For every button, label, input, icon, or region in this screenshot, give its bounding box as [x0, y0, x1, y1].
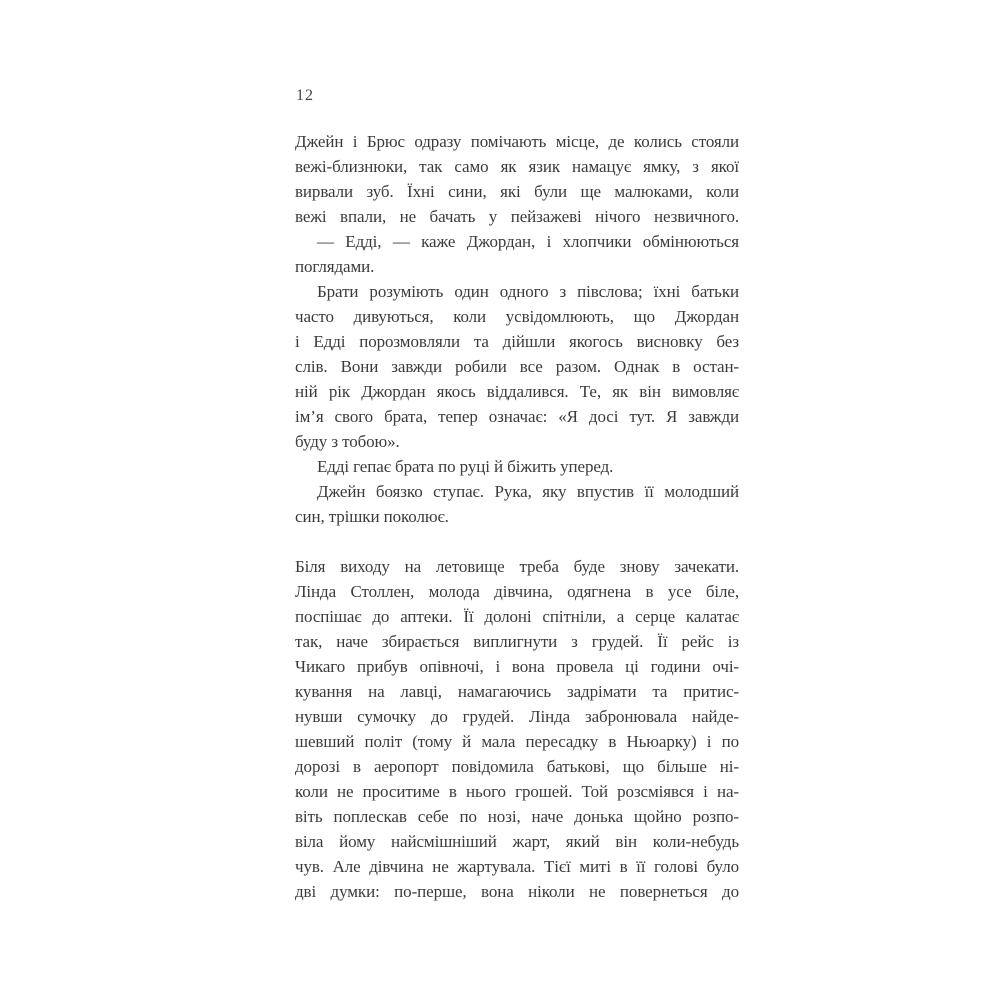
text-line: ній рік Джордан якось віддалився. Те, як він вимовляє	[295, 382, 739, 401]
text-line: Джейн боязко ступає. Рука, яку впустив її молодший	[317, 482, 739, 501]
text-line: Біля виходу на летовище треба буде знову зачекати.	[295, 557, 739, 576]
text-line: ім’я свого брата, тепер означає: «Я досі тут. Я завжди	[295, 407, 739, 426]
text-line: віть поплескав себе по нозі, наче донька щойно розпо-	[295, 807, 739, 826]
text-line: Лінда Столлен, молода дівчина, одягнена в усе біле,	[295, 582, 739, 601]
text-line: коли не проситиме в нього грошей. Той розсміявся і на-	[295, 782, 739, 801]
text-line: — Едді, — каже Джордан, і хлопчики обмінюються	[317, 232, 739, 251]
text-line: Чикаго прибув опівночі, і вона провела ці години очі-	[295, 657, 739, 676]
text-line: поглядами.	[295, 257, 375, 276]
text-line: буду з тобою».	[295, 432, 400, 451]
text-line: так, наче збирається виплигнути з грудей. Її рейс із	[295, 632, 739, 651]
text-line: часто дивуються, коли усвідомлюють, що Джордан	[295, 307, 739, 326]
text-line: Едді гепає брата по руці й біжить уперед.	[317, 457, 614, 476]
page-number: 12	[296, 87, 314, 104]
text-line: син, трішки поколює.	[295, 507, 449, 526]
text-line: і Едді порозмовляли та дійшли якогось висновку без	[295, 332, 739, 351]
text-line: віла йому найсмішніший жарт, який він коли-небудь	[295, 832, 739, 851]
text-line: Джейн і Брюс одразу помічають місце, де колись стояли	[295, 132, 739, 151]
body-text	[295, 129, 739, 904]
text-line: вежі впали, не бачать у пейзажеві нічого незвичного.	[295, 207, 739, 226]
text-line: дві думки: по-перше, вона ніколи не повернеться до	[295, 882, 739, 901]
text-line: Брати розуміють один одного з півслова; їхні батьки	[317, 282, 739, 301]
text-line: поспішає до аптеки. Її долоні спітніли, а серце калатає	[295, 607, 739, 626]
text-line: шевший політ (тому й мала пересадку в Ньюарку) і по	[295, 732, 739, 751]
text-line: вежі-близнюки, так само як язик намацує ямку, з якої	[295, 157, 739, 176]
text-line: дорозі в аеропорт повідомила батькові, що більше ні-	[295, 757, 739, 776]
text-line: вирвали зуб. Їхні сини, які були ще малюками, коли	[295, 182, 739, 201]
text-line: кування на лавці, намагаючись задрімати та притис-	[295, 682, 739, 701]
text-line: нувши сумочку до грудей. Лінда забронювала найде-	[295, 707, 739, 726]
text-line: слів. Вони завжди робили все разом. Однак в остан-	[295, 357, 739, 376]
text-line: чув. Але дівчина не жартувала. Тієї миті в її голові було	[295, 857, 739, 876]
